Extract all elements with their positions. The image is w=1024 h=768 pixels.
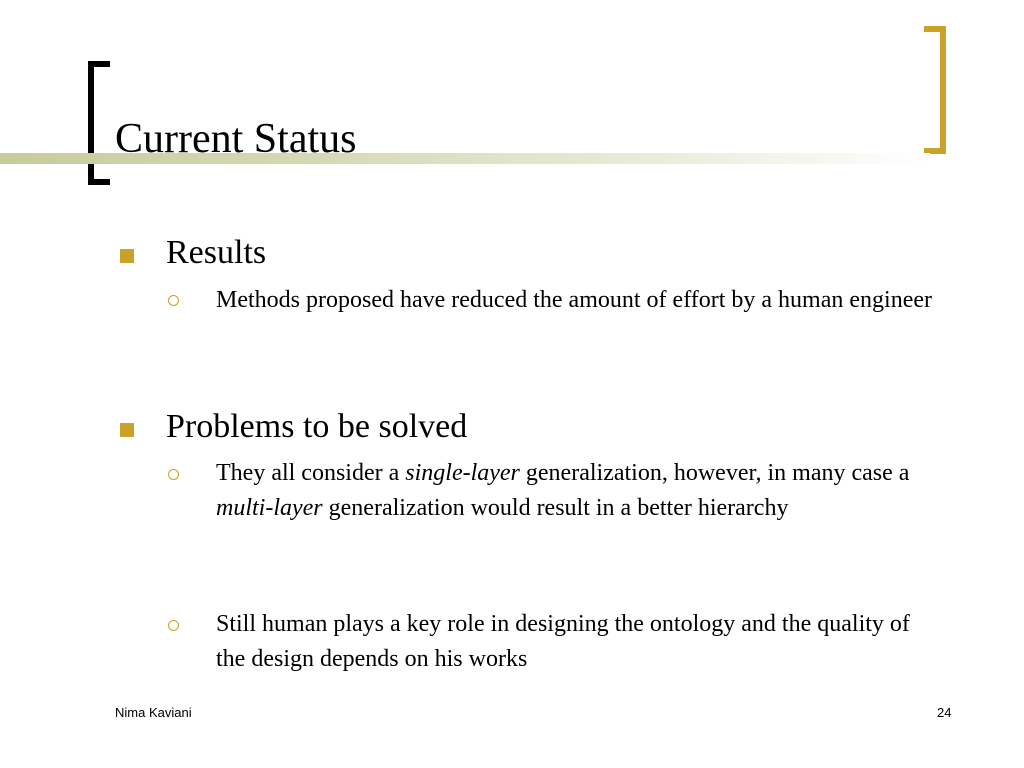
list-item: Still human plays a key role in designing the ontology and the quality of the design depends on his works bbox=[216, 611, 910, 672]
slide-title: Current Status bbox=[115, 116, 357, 162]
square-bullet-icon bbox=[120, 423, 134, 437]
list-item: They all consider a single-layer generalization, however, in many case a multi-layer generalization would result in a better hierarchy bbox=[216, 460, 910, 521]
section-heading-problems: Problems to be solved bbox=[166, 408, 468, 445]
footer-author: Nima Kaviani bbox=[115, 705, 192, 720]
circle-bullet-icon bbox=[168, 469, 179, 480]
square-bullet-icon bbox=[120, 249, 134, 263]
right-bracket-decoration bbox=[924, 26, 946, 154]
circle-bullet-icon bbox=[168, 620, 179, 631]
list-item: Methods proposed have reduced the amount of effort by a human engineer bbox=[216, 287, 932, 313]
page-number: 24 bbox=[937, 705, 952, 720]
left-bracket-decoration bbox=[88, 61, 110, 185]
section-heading-results: Results bbox=[166, 234, 267, 271]
circle-bullet-icon bbox=[168, 295, 179, 306]
